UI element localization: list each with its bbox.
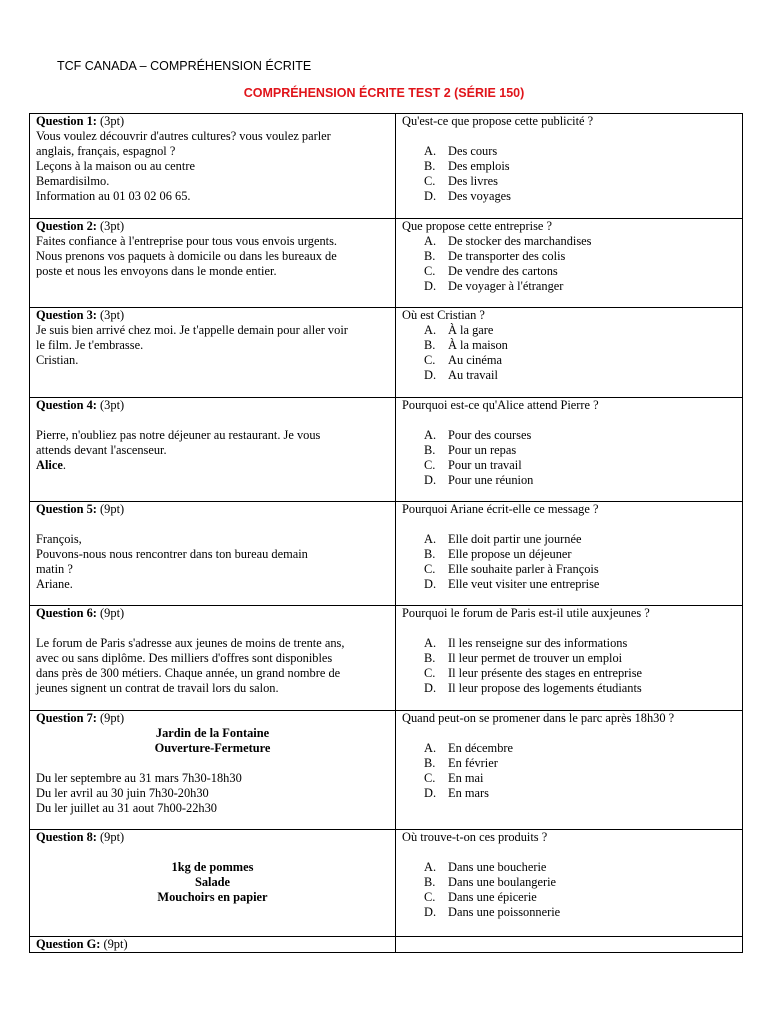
option-text: De stocker des marchandises [448, 234, 592, 248]
passage-line: Le forum de Paris s'adresse aux jeunes de moins de trente ans, [36, 636, 345, 650]
question-label-line [36, 219, 389, 234]
option-letter: A. [424, 323, 437, 337]
question-prompt: Quand peut-on se promener dans le parc après 18h30 ? [402, 711, 675, 725]
option-letter: A. [424, 428, 437, 442]
answer-option[interactable] [402, 264, 736, 279]
question-prompt: Où trouve-t-on ces produits ? [402, 830, 548, 844]
option-letter: B. [424, 875, 436, 889]
passage-line: Du ler septembre au 31 mars 7h30-18h30 [36, 771, 242, 785]
passage-line: Bemardisilmo. [36, 174, 110, 188]
passage-line: avec ou sans diplôme. Des milliers d'offres sont disponibles [36, 651, 333, 665]
answer-option[interactable] [402, 473, 736, 488]
option-letter: A. [424, 860, 437, 874]
option-text: Pour une réunion [448, 473, 534, 487]
answer-option[interactable] [402, 279, 736, 294]
passage-line: jeunes signent un contrat de travail lors du salon. [36, 681, 279, 695]
document-header: TCF CANADA – COMPRÉHENSION ÉCRITE [57, 59, 312, 73]
passage-line: Cristian. [36, 353, 79, 367]
option-text: Au travail [448, 368, 498, 382]
spacer [36, 621, 389, 636]
question-prompt: Pourquoi le forum de Paris est-il utile auxjeunes ? [402, 606, 650, 620]
passage-line: Faites confiance à l'entreprise pour tous vous envois urgents. [36, 234, 338, 248]
passage-line: Vous voulez découvrir d'autres cultures? vous voulez parler [36, 129, 331, 143]
question-passage-cell [30, 606, 396, 711]
passage-line: anglais, français, espagnol ? [36, 144, 176, 158]
option-letter: A. [424, 636, 437, 650]
spacer [36, 413, 389, 428]
passage-line: Nous prenons vos paquets à domicile ou dans les bureaux de [36, 249, 337, 263]
answer-option[interactable] [402, 189, 736, 204]
option-text: Des cours [448, 144, 498, 158]
option-letter: D. [424, 189, 437, 203]
passage-heading: 1kg de pommes [171, 860, 254, 874]
question-points: (3pt) [100, 114, 125, 128]
option-letter: B. [424, 159, 436, 173]
passage-line: Pouvons-nous nous rencontrer dans ton bureau demain [36, 547, 308, 561]
question-passage-cell [30, 308, 396, 398]
question-answer-cell [396, 830, 743, 937]
option-letter: A. [424, 532, 437, 546]
option-letter: C. [424, 458, 436, 472]
question-answer-cell [396, 606, 743, 711]
answer-option[interactable] [402, 890, 736, 905]
answer-option[interactable] [402, 771, 736, 786]
option-text: Dans une boucherie [448, 860, 547, 874]
answer-option[interactable] [402, 458, 736, 473]
question-prompt: Où est Cristian ? [402, 308, 485, 322]
option-letter: D. [424, 279, 437, 293]
question-answer-cell [396, 502, 743, 606]
question-points: (9pt) [100, 606, 125, 620]
question-number: Question 5: [36, 502, 97, 516]
option-text: Il leur présente des stages en entreprise [448, 666, 643, 680]
answer-options [402, 860, 736, 920]
questions-table [29, 113, 743, 953]
answer-option[interactable] [402, 636, 736, 651]
question-prompt: Qu'est-ce que propose cette publicité ? [402, 114, 594, 128]
passage-signature [36, 458, 389, 473]
option-text: Elle propose un déjeuner [448, 547, 572, 561]
passage-line: dans près de 300 métiers. Chaque année, un grand nombre de [36, 666, 341, 680]
question-label-line [36, 398, 389, 413]
option-text: Il les renseigne sur des informations [448, 636, 628, 650]
option-text: En février [448, 756, 498, 770]
passage-line: matin ? [36, 562, 73, 576]
signature-name: Alice [36, 458, 63, 472]
option-text: En décembre [448, 741, 514, 755]
question-number: Question 6: [36, 606, 97, 620]
question-label-line [36, 711, 389, 726]
question-points: (9pt) [100, 711, 125, 725]
question-prompt: Que propose cette entreprise ? [402, 219, 552, 233]
answer-option[interactable] [402, 875, 736, 890]
question-passage-cell [30, 502, 396, 606]
passage-line: Information au 01 03 02 06 65. [36, 189, 191, 203]
question-answer-cell [396, 711, 743, 830]
passage-line: Du ler avril au 30 juin 7h30-20h30 [36, 786, 209, 800]
question-answer-cell [396, 114, 743, 219]
option-letter: B. [424, 651, 436, 665]
option-text: Il leur permet de trouver un emploi [448, 651, 623, 665]
question-number: Question 1: [36, 114, 97, 128]
answer-option[interactable] [402, 860, 736, 875]
passage-line: Je suis bien arrivé chez moi. Je t'appelle demain pour aller voir [36, 323, 348, 337]
answer-option[interactable] [402, 905, 736, 920]
option-letter: C. [424, 264, 436, 278]
answer-options [402, 234, 736, 294]
question-number: Question 3: [36, 308, 97, 322]
passage-line: Leçons à la maison ou au centre [36, 159, 195, 173]
question-answer-cell [396, 219, 743, 308]
question-number: Question 8: [36, 830, 97, 844]
question-row [30, 219, 743, 308]
question-points: (3pt) [100, 398, 125, 412]
option-letter: A. [424, 741, 437, 755]
question-row [30, 308, 743, 398]
question-answer-cell [396, 937, 743, 953]
answer-options [402, 636, 736, 696]
spacer [402, 517, 736, 532]
passage-line: attends devant l'ascenseur. [36, 443, 167, 457]
option-text: Elle veut visiter une entreprise [448, 577, 600, 591]
answer-option[interactable] [402, 666, 736, 681]
option-text: Elle doit partir une journée [448, 532, 582, 546]
question-passage-cell [30, 937, 396, 953]
passage-line: Du ler juillet au 31 aout 7h00-22h30 [36, 801, 218, 815]
question-passage-cell [30, 711, 396, 830]
answer-options [402, 144, 736, 204]
option-letter: D. [424, 473, 437, 487]
question-passage-cell [30, 398, 396, 502]
option-letter: A. [424, 144, 437, 158]
spacer [36, 845, 389, 860]
option-text: De vendre des cartons [448, 264, 558, 278]
question-label-line [36, 308, 389, 323]
option-letter: D. [424, 786, 437, 800]
test-title: COMPRÉHENSION ÉCRITE TEST 2 (SÉRIE 150) [243, 86, 525, 100]
option-text: Pour des courses [448, 428, 532, 442]
option-letter: B. [424, 338, 436, 352]
question-number: Question 2: [36, 219, 97, 233]
option-text: Des livres [448, 174, 498, 188]
question-answer-cell [396, 398, 743, 502]
question-points: (9pt) [103, 937, 128, 951]
option-text: Des voyages [448, 189, 511, 203]
question-row [30, 502, 743, 606]
option-text: Pour un travail [448, 458, 522, 472]
option-letter: C. [424, 890, 436, 904]
option-text: Au cinéma [448, 353, 503, 367]
option-letter: D. [424, 368, 437, 382]
answer-option[interactable] [402, 353, 736, 368]
option-letter: D. [424, 577, 437, 591]
question-passage-cell [30, 219, 396, 308]
question-row [30, 711, 743, 830]
answer-options [402, 741, 736, 801]
passage-line: poste et nous les envoyons dans le monde entier. [36, 264, 277, 278]
answer-option[interactable] [402, 577, 736, 592]
passage-line: Ariane. [36, 577, 73, 591]
option-text: À la gare [448, 323, 494, 337]
question-label-line [36, 114, 389, 129]
option-text: Dans une épicerie [448, 890, 537, 904]
option-letter: C. [424, 666, 436, 680]
option-text: En mai [448, 771, 484, 785]
question-points: (9pt) [100, 830, 125, 844]
signature-punctuation: . [62, 458, 66, 472]
option-text: À la maison [448, 338, 508, 352]
answer-option[interactable] [402, 651, 736, 666]
answer-option[interactable] [402, 338, 736, 353]
answer-option[interactable] [402, 174, 736, 189]
option-text: Dans une poissonnerie [448, 905, 561, 919]
option-text: En mars [448, 786, 489, 800]
option-text: Pour un repas [448, 443, 517, 457]
option-letter: C. [424, 562, 436, 576]
answer-option[interactable] [402, 741, 736, 756]
answer-option[interactable] [402, 532, 736, 547]
passage-line: Pierre, n'oubliez pas notre déjeuner au restaurant. Je vous [36, 428, 321, 442]
answer-option[interactable] [402, 786, 736, 801]
question-label-line [36, 830, 389, 845]
question-number: Question 7: [36, 711, 97, 725]
option-letter: B. [424, 249, 436, 263]
option-text: De voyager à l'étranger [448, 279, 564, 293]
question-row [30, 606, 743, 711]
answer-option[interactable] [402, 234, 736, 249]
question-points: (3pt) [100, 219, 125, 233]
passage-line: le film. Je t'embrasse. [36, 338, 144, 352]
passage-line: François, [36, 532, 82, 546]
option-letter: D. [424, 681, 437, 695]
option-text: De transporter des colis [448, 249, 566, 263]
option-text: Il leur propose des logements étudiants [448, 681, 642, 695]
passage-heading: Salade [194, 875, 231, 889]
answer-option[interactable] [402, 428, 736, 443]
option-letter: D. [424, 905, 437, 919]
option-text: Elle souhaite parler à François [448, 562, 599, 576]
passage-heading: Jardin de la Fontaine [155, 726, 270, 740]
question-label-line [36, 606, 389, 621]
answer-option[interactable] [402, 323, 736, 338]
answer-option[interactable] [402, 681, 736, 696]
answer-option[interactable] [402, 756, 736, 771]
answer-option[interactable] [402, 443, 736, 458]
question-prompt: Pourquoi est-ce qu'Alice attend Pierre ? [402, 398, 599, 412]
option-text: Dans une boulangerie [448, 875, 557, 889]
question-number: Question G: [36, 937, 101, 951]
option-letter: B. [424, 547, 436, 561]
question-prompt: Pourquoi Ariane écrit-elle ce message ? [402, 502, 599, 516]
question-row [30, 114, 743, 219]
answer-option[interactable] [402, 547, 736, 562]
option-letter: C. [424, 174, 436, 188]
option-letter: C. [424, 353, 436, 367]
answer-option[interactable] [402, 159, 736, 174]
question-number: Question 4: [36, 398, 97, 412]
spacer [36, 756, 389, 771]
answer-option[interactable] [402, 562, 736, 577]
answer-option[interactable] [402, 144, 736, 159]
option-text: Des emplois [448, 159, 510, 173]
passage-heading: Mouchoirs en papier [157, 890, 268, 904]
answer-options [402, 323, 736, 383]
answer-options [402, 428, 736, 488]
question-passage-cell [30, 830, 396, 937]
question-points: (9pt) [100, 502, 125, 516]
answer-options [402, 532, 736, 592]
option-letter: B. [424, 443, 436, 457]
question-passage-cell [30, 114, 396, 219]
spacer [402, 845, 736, 860]
spacer [402, 413, 736, 428]
passage-heading: Ouverture-Fermeture [154, 741, 271, 755]
spacer [402, 621, 736, 636]
question-answer-cell [396, 308, 743, 398]
question-row [30, 937, 743, 953]
option-letter: B. [424, 756, 436, 770]
option-letter: A. [424, 234, 437, 248]
spacer [402, 129, 736, 144]
question-label-line [36, 502, 389, 517]
question-label-line [36, 937, 389, 952]
answer-option[interactable] [402, 368, 736, 383]
question-row [30, 398, 743, 502]
question-row [30, 830, 743, 937]
spacer [36, 517, 389, 532]
question-points: (3pt) [100, 308, 125, 322]
answer-option[interactable] [402, 249, 736, 264]
option-letter: C. [424, 771, 436, 785]
spacer [402, 726, 736, 741]
